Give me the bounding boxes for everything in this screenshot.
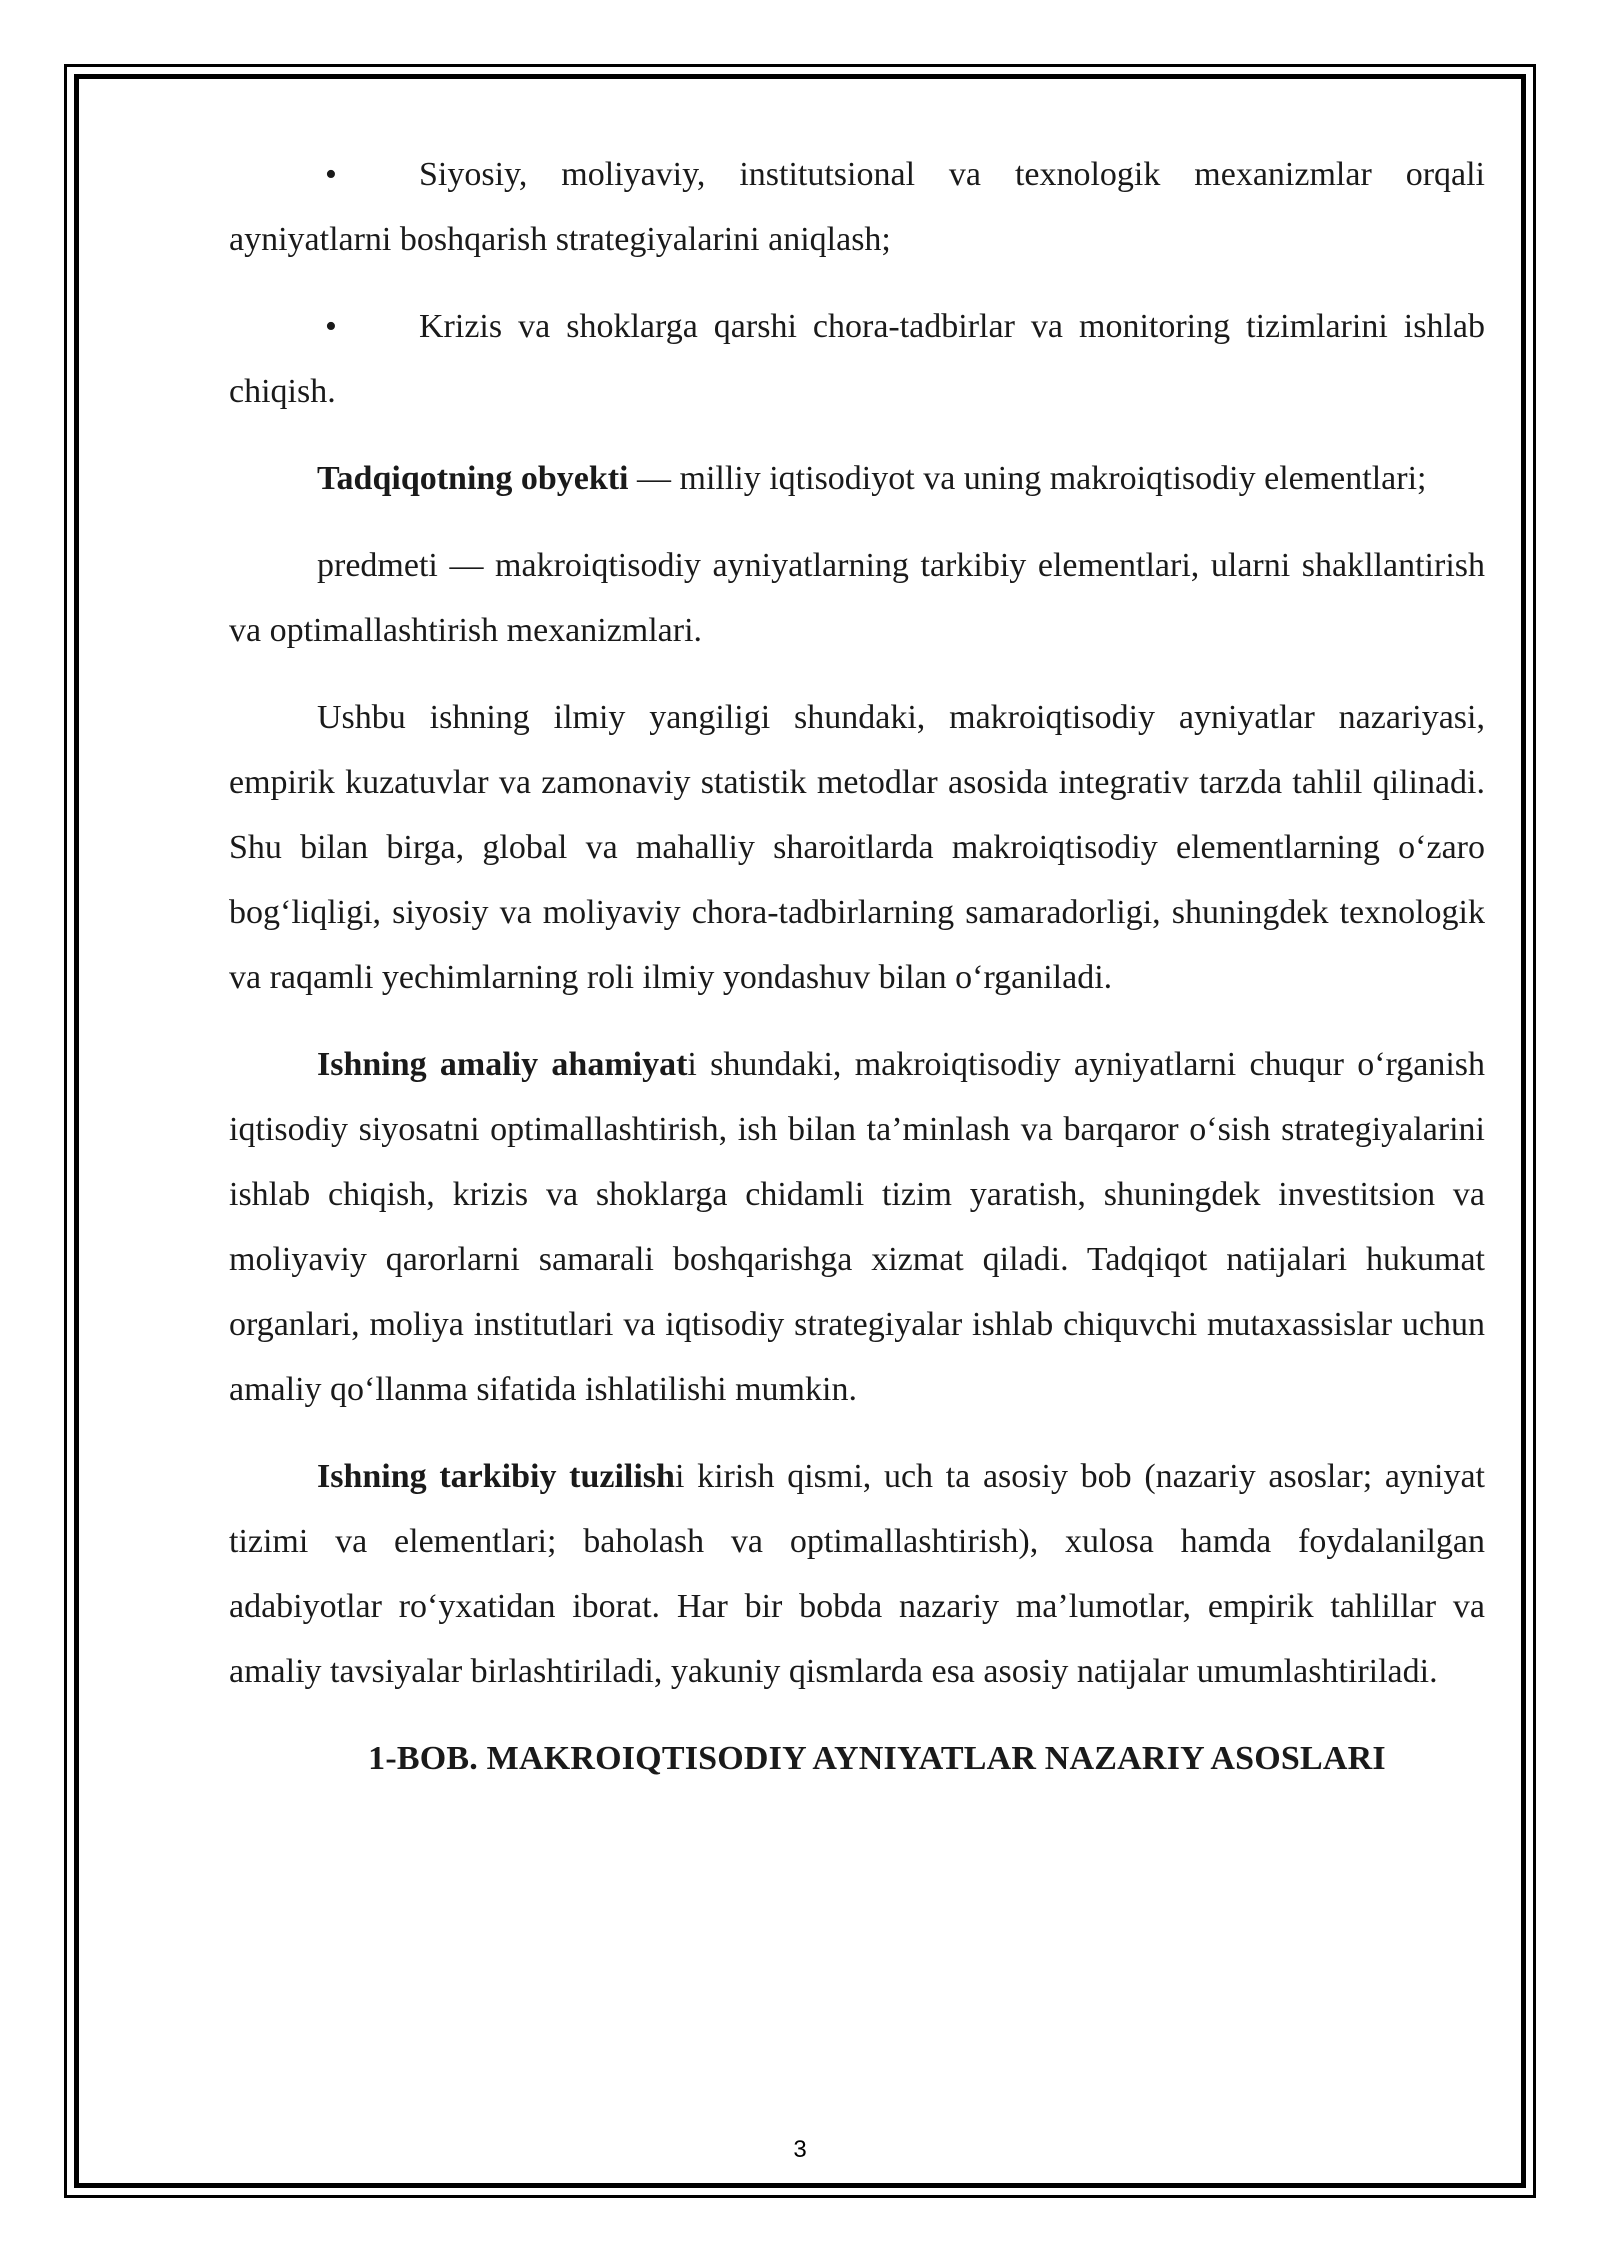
practical-significance-paragraph (229, 1032, 1485, 1422)
practical-significance-term: Ishning amaliy ahamiyat (317, 1046, 688, 1083)
practical-significance-text: i shundaki, makroiqtisodiy ayniyatlarni chuqur o‘rganish iqtisodiy siyosatni optimallashtirish, ish bilan ta’minlash va barqaror o‘sish strategiyalarini ishlab chiqish, krizis va shoklarga chidamli tizim yaratish, shuningdek investitsion va moliyaviy qarorlarni samarali boshqarishga xizmat qiladi. Tadqiqot natijalari hukumat organlari, moliya institutlari va iqtisodiy strategiyalar ishlab chiquvchi mutaxassislar uchun amaliy qo‘llanma sifatida ishlatilishi mumkin. (229, 1046, 1485, 1408)
novelty-text: Ushbu ishning ilmiy yangiligi shundaki, makroiqtisodiy ayniyatlar nazariyasi, empirik kuzatuvlar va zamonaviy statistik metodlar asosida integrativ tarzda tahlil qilinadi. Shu bilan birga, global va mahalliy sharoitlarda makroiqtisodiy elementlarning o‘zaro bog‘liqligi, siyosiy va moliyaviy chora-tadbirlarning samaradorligi, shuningdek texnologik va raqamli yechimlarning roli ilmiy yondashuv bilan o‘rganiladi. (229, 699, 1485, 996)
bullet-marker: • (325, 308, 337, 345)
research-object-paragraph (229, 446, 1485, 511)
work-structure-text: i kirish qismi, uch ta asosiy bob (nazariy asoslar; ayniyat tizimi va elementlari; baholash va optimallashtirish), xulosa hamda foydalanilgan adabiyotlar ro‘yxatidan iborat. Har bir bobda nazariy ma’lumotlar, empirik tahlillar va amaliy tavsiyalar birlashtiriladi, yakuniy qismlarda esa asosiy natijalar umumlashtiriladi. (229, 1458, 1485, 1690)
work-structure-paragraph (229, 1444, 1485, 1704)
research-subject-paragraph (229, 533, 1485, 663)
work-structure-term: Ishning tarkibiy tuzilish (317, 1458, 675, 1495)
bullet-item (229, 294, 1485, 424)
research-object-text: — milliy iqtisodiyot va uning makroiqtisodiy elementlari; (628, 460, 1427, 497)
chapter-heading: 1-BOB. MAKROIQTISODIY AYNIYATLAR NAZARIY ASOSLARI (368, 1740, 1386, 1777)
bullet-marker: • (325, 156, 337, 193)
document-body (229, 142, 1485, 1791)
page-number: 3 (793, 2136, 807, 2163)
research-object-term: Tadqiqotning obyekti (317, 460, 629, 497)
bullet-text: Krizis va shoklarga qarshi chora-tadbirlar va monitoring tizimlarini ishlab chiqish. (229, 308, 1485, 410)
research-subject-text: predmeti — makroiqtisodiy ayniyatlarning tarkibiy elementlari, ularni shakllantirish va optimallashtirish mexanizmlari. (229, 547, 1485, 649)
bullet-item (229, 142, 1485, 272)
novelty-paragraph (229, 685, 1485, 1010)
bullet-text: Siyosiy, moliyaviy, institutsional va texnologik mexanizmlar orqali ayniyatlarni boshqarish strategiyalarini aniqlash; (229, 156, 1485, 258)
